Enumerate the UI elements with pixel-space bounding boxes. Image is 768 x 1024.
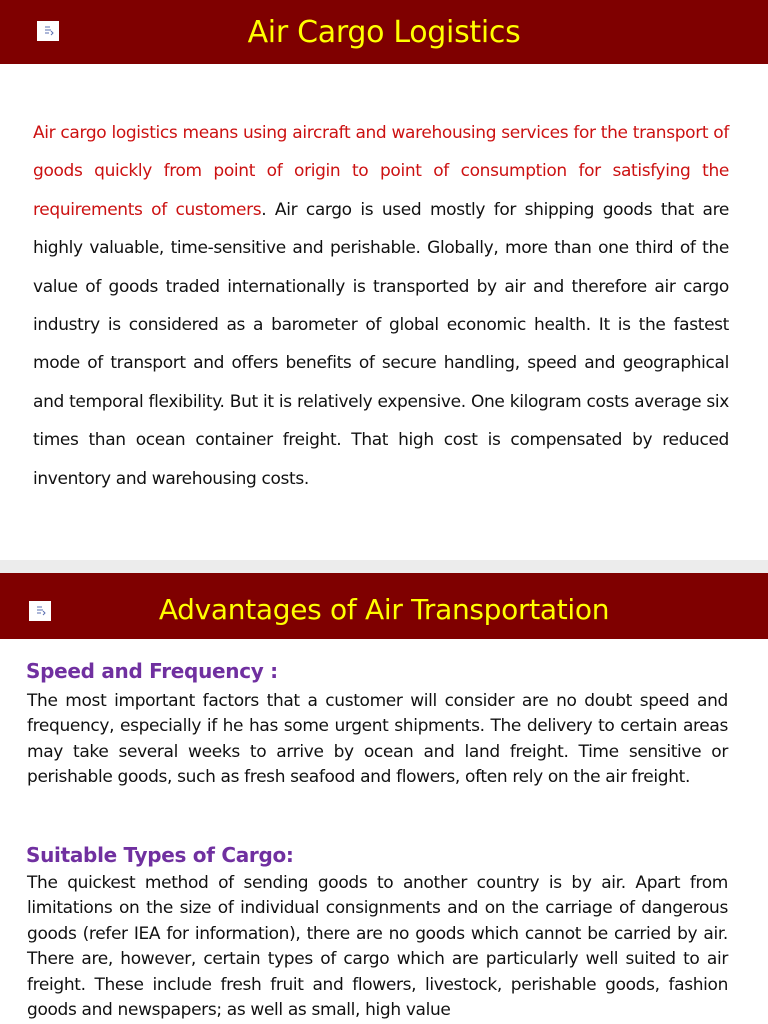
body-suitable-cargo: The quickest method of sending goods to another country is by air. Apart from limitations on the size of individual consignments and on the carriage of dangerous goods (refer IEA for information), there are no goods which cannot be carried by air. There are, however, certain types of cargo which are particularly well suited to air freight. These include fresh fruit and flowers, livestock, perishable goods, fashion goods and newspapers; as well as small, high value <box>27 873 728 1021</box>
intro-paragraph <box>33 114 729 498</box>
title-bar <box>0 0 768 64</box>
paragraph-continuation: . Air cargo is used mostly for shipping goods that are highly valuable, time-sensitive and perishable. Globally, more than one third of the value of goods traded internationally is transported by air and therefore air cargo industry is considered as a barometer of global economic health. It is the fastest mode of transport and offers benefits of secure handling, speed and geographical and temporal flexibility. But it is relatively expensive. One kilogram costs average six times than ocean container freight. That high cost is compensated by reduced inventory and warehousing costs. <box>33 199 730 489</box>
heading-suitable-cargo: Suitable Types of Cargo: <box>26 843 294 867</box>
title-bar <box>0 573 768 639</box>
section-title: Advantages of Air Transportation <box>158 593 610 626</box>
heading-speed-frequency: Speed and Frequency : <box>26 659 278 683</box>
body-speed-frequency: The most important factors that a customer will consider are no doubt speed and frequency, especially if he has some urgent shipments. The delivery to certain areas may take several weeks to arrive by ocean and land freight. Time sensitive or perishable goods, such as fresh seafood and flowers, often rely on the air freight. <box>27 691 728 788</box>
page-title: Air Cargo Logistics <box>247 15 521 50</box>
highlighted-definition: Air cargo logistics means using aircraft and warehousing services for the transport of goods quickly from point of origin to point of consumption for satisfying the requirements of customers <box>33 123 729 220</box>
slide-advantages-air-transportation <box>0 573 768 1024</box>
slide-divider <box>0 560 768 573</box>
